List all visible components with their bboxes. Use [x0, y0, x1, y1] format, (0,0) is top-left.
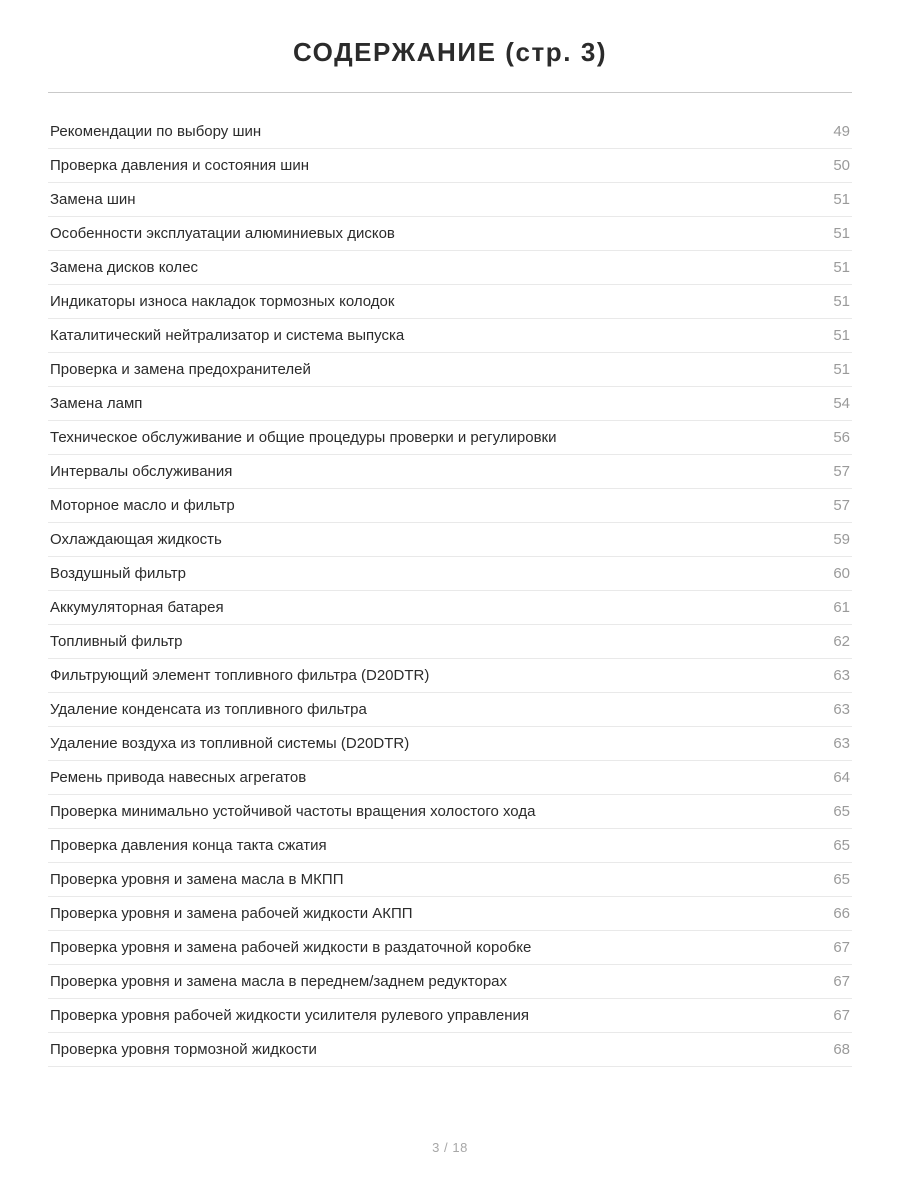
toc-row[interactable]: [48, 557, 852, 591]
toc-entry-page-number: 51: [833, 326, 850, 344]
toc-row[interactable]: [48, 115, 852, 149]
toc-entry-page-number: 56: [833, 428, 850, 446]
toc-entry-title: Техническое обслуживание и общие процедуры проверки и регулировки: [50, 428, 557, 446]
toc-entry-page-number: 59: [833, 530, 850, 548]
toc-entry-title: Индикаторы износа накладок тормозных колодок: [50, 292, 395, 310]
toc-entry-title: Каталитический нейтрализатор и система выпуска: [50, 326, 405, 344]
table-of-contents: [48, 115, 852, 1067]
toc-row[interactable]: [48, 795, 852, 829]
toc-row[interactable]: [48, 421, 852, 455]
toc-entry-title: Моторное масло и фильтр: [50, 496, 235, 514]
toc-row[interactable]: [48, 1033, 852, 1067]
page-footer: 3 / 18: [432, 1140, 468, 1155]
toc-row[interactable]: [48, 319, 852, 353]
toc-row[interactable]: [48, 285, 852, 319]
toc-entry-title: Проверка уровня рабочей жидкости усилителя рулевого управления: [50, 1006, 530, 1024]
toc-entry-title: Замена шин: [50, 190, 136, 208]
toc-entry-title: Замена дисков колес: [50, 258, 199, 276]
toc-row[interactable]: [48, 489, 852, 523]
title-divider: [48, 92, 852, 93]
toc-row[interactable]: [48, 251, 852, 285]
toc-row[interactable]: [48, 523, 852, 557]
toc-entry-page-number: 50: [833, 156, 850, 174]
toc-row[interactable]: [48, 897, 852, 931]
toc-entry-title: Воздушный фильтр: [50, 564, 186, 582]
toc-entry-page-number: 63: [833, 700, 850, 718]
toc-entry-title: Ремень привода навесных агрегатов: [50, 768, 307, 786]
toc-entry-page-number: 65: [833, 836, 850, 854]
toc-entry-title: Проверка уровня тормозной жидкости: [50, 1040, 317, 1058]
toc-entry-page-number: 60: [833, 564, 850, 582]
toc-row[interactable]: [48, 591, 852, 625]
toc-entry-page-number: 66: [833, 904, 850, 922]
toc-entry-title: Проверка уровня и замена рабочей жидкости АКПП: [50, 904, 413, 922]
toc-entry-page-number: 62: [833, 632, 850, 650]
toc-entry-title: Топливный фильтр: [50, 632, 183, 650]
toc-entry-page-number: 61: [833, 598, 850, 616]
toc-entry-page-number: 65: [833, 802, 850, 820]
toc-entry-title: Удаление воздуха из топливной системы (D20DTR): [50, 734, 410, 752]
toc-row[interactable]: [48, 387, 852, 421]
toc-entry-title: Удаление конденсата из топливного фильтра: [50, 700, 367, 718]
toc-entry-title: Особенности эксплуатации алюминиевых дисков: [50, 224, 395, 242]
toc-row[interactable]: [48, 625, 852, 659]
toc-row[interactable]: [48, 999, 852, 1033]
toc-entry-page-number: 54: [833, 394, 850, 412]
toc-entry-page-number: 68: [833, 1040, 850, 1058]
toc-entry-page-number: 67: [833, 972, 850, 990]
toc-entry-page-number: 67: [833, 938, 850, 956]
toc-entry-page-number: 65: [833, 870, 850, 888]
toc-row[interactable]: [48, 455, 852, 489]
toc-entry-title: Охлаждающая жидкость: [50, 530, 222, 548]
toc-entry-title: Проверка минимально устойчивой частоты вращения холостого хода: [50, 802, 536, 820]
toc-row[interactable]: [48, 353, 852, 387]
toc-entry-page-number: 63: [833, 734, 850, 752]
toc-entry-title: Проверка уровня и замена масла в МКПП: [50, 870, 344, 888]
toc-entry-page-number: 63: [833, 666, 850, 684]
toc-entry-page-number: 51: [833, 292, 850, 310]
toc-entry-title: Аккумуляторная батарея: [50, 598, 224, 616]
toc-entry-title: Проверка давления конца такта сжатия: [50, 836, 327, 854]
toc-entry-page-number: 51: [833, 224, 850, 242]
toc-entry-title: Проверка давления и состояния шин: [50, 156, 309, 174]
toc-row[interactable]: [48, 217, 852, 251]
toc-entry-title: Интервалы обслуживания: [50, 462, 233, 480]
toc-row[interactable]: [48, 863, 852, 897]
toc-row[interactable]: [48, 659, 852, 693]
toc-entry-page-number: 64: [833, 768, 850, 786]
toc-row[interactable]: [48, 693, 852, 727]
toc-entry-page-number: 51: [833, 360, 850, 378]
page-title: СОДЕРЖАНИЕ (стр. 3): [292, 37, 608, 67]
toc-entry-page-number: 51: [833, 190, 850, 208]
toc-entry-title: Проверка и замена предохранителей: [50, 360, 311, 378]
toc-entry-title: Рекомендации по выбору шин: [50, 122, 262, 140]
toc-entry-page-number: 51: [833, 258, 850, 276]
toc-entry-title: Замена ламп: [50, 394, 143, 412]
toc-entry-page-number: 57: [833, 496, 850, 514]
toc-entry-page-number: 57: [833, 462, 850, 480]
toc-row[interactable]: [48, 149, 852, 183]
toc-row[interactable]: [48, 183, 852, 217]
toc-entry-title: Проверка уровня и замена масла в переднем/заднем редукторах: [50, 972, 508, 990]
toc-row[interactable]: [48, 727, 852, 761]
toc-entry-title: Фильтрующий элемент топливного фильтра (D20DTR): [50, 666, 430, 684]
toc-row[interactable]: [48, 761, 852, 795]
toc-row[interactable]: [48, 965, 852, 999]
toc-row[interactable]: [48, 829, 852, 863]
toc-entry-page-number: 49: [833, 122, 850, 140]
toc-entry-title: Проверка уровня и замена рабочей жидкости в раздаточной коробке: [50, 938, 532, 956]
toc-row[interactable]: [48, 931, 852, 965]
toc-entry-page-number: 67: [833, 1006, 850, 1024]
